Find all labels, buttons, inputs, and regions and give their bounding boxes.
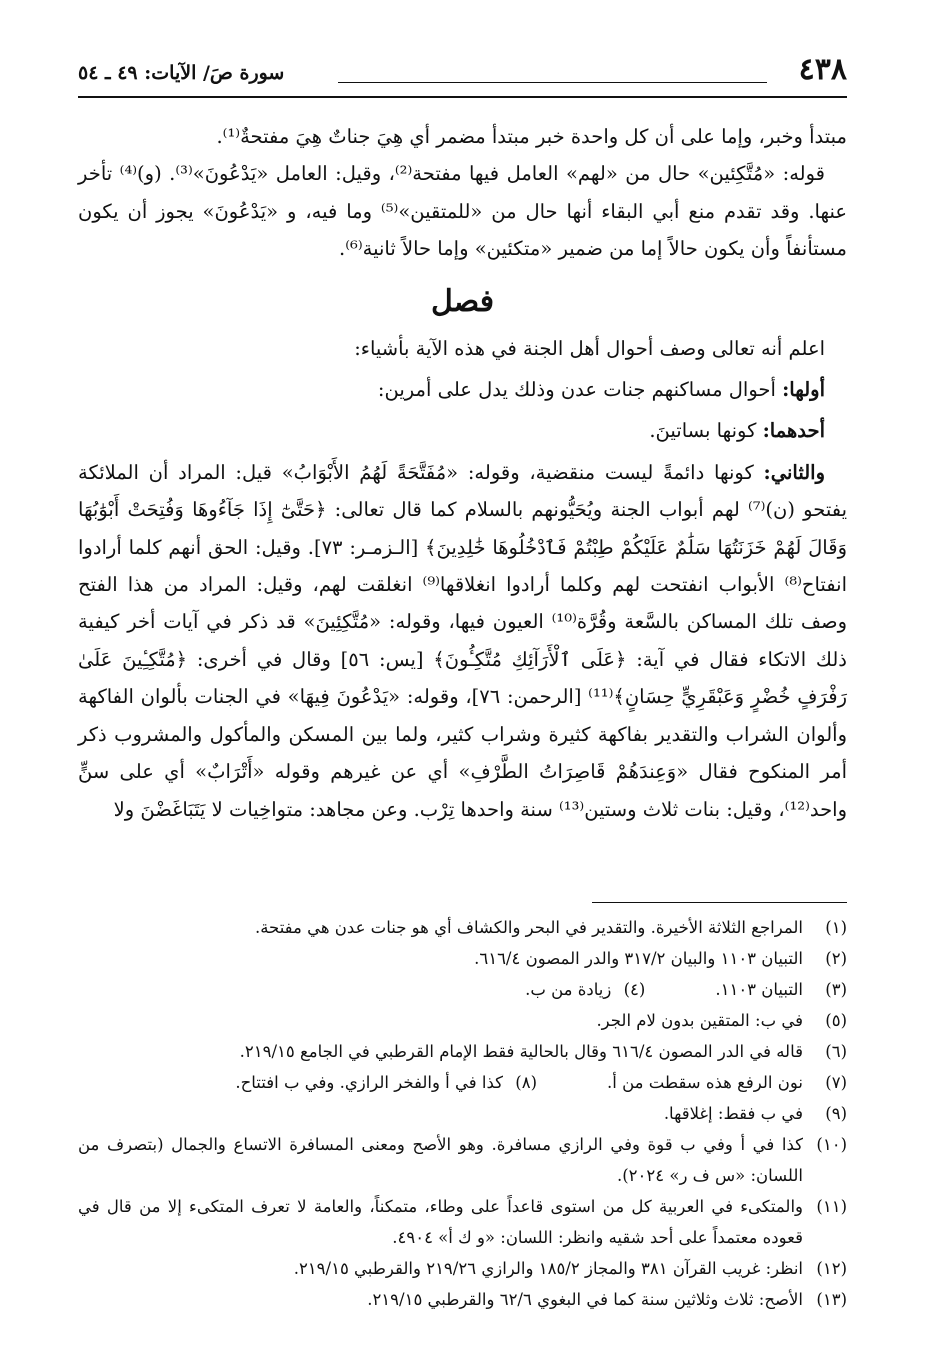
footnote-text: المراجع الثلاثة الأخيرة. والتقدير في البحر والكشاف أي هو جنات عدن هي مفتحة. — [254, 918, 803, 937]
footnote-text: التبيان ١١٠٣ والبيان ٣١٧/٢ والدر المصون ٦١٦/٤. — [474, 949, 803, 968]
paragraph-4-text: أحوال مساكنهم جنات عدن وذلك يدل على أمرين: — [377, 378, 783, 402]
footnote-number: (١٠) — [816, 1135, 847, 1154]
paragraph-5-text: كونها بساتينَ. — [649, 419, 763, 443]
footnote-6 — [78, 1036, 847, 1067]
footnote-text: قاله في الدر المصون ٦١٦/٤ وقال بالحالية فقط الإمام القرطبي في الجامع ٢١٩/١٥. — [239, 1042, 803, 1061]
footnote-1 — [78, 912, 847, 943]
paragraph-4 — [78, 371, 847, 408]
footnote-text: كذا في أ وفي ب قوة وفي الرازي مسافرة. وهو الأصح ومعنى المسافرة الاتساع والجمال (بتصرف من اللسان: «س ف ر» ٢٠٢٤). — [78, 1135, 803, 1185]
footnote-text: كذا في أ والفخر الرازي. وفي ب افتتاح. — [235, 1073, 503, 1092]
header-rule — [338, 82, 767, 83]
footnote-9 — [78, 1098, 847, 1129]
footnote-text: في ب فقط: إغلاقها. — [663, 1104, 803, 1123]
paragraph-3: اعلم أنه تعالى وصف أحوال أهل الجنة في هذه الآية بأشياء: — [354, 336, 825, 360]
footnote-number: (٨) — [515, 1073, 537, 1092]
footnote-number: (٣) — [825, 980, 847, 999]
footnote-11 — [78, 1191, 847, 1253]
footnote-number: (٦) — [825, 1042, 847, 1061]
footnotes — [78, 912, 847, 1315]
footnote-number: (٩) — [825, 1104, 847, 1123]
page-header — [78, 52, 847, 98]
footnote-3-4 — [78, 974, 847, 1005]
footnote-number: (٢) — [825, 949, 847, 968]
paragraph-4-label: أولها: — [782, 378, 825, 402]
footnote-text: في ب: المتقين بدون لام الجر. — [596, 1011, 803, 1030]
paragraph-1: مبتدأ وخبر، وإما على أن كل واحدة خبر مبتدأ مضمر أي هِيَ جناتٌ هِيَ مفتحةٌ⁽¹⁾. — [216, 125, 847, 148]
footnote-text: نون الرفع هذه سقطت من أ. — [607, 1073, 803, 1092]
paragraph-5-label: أحدهما: — [762, 419, 825, 443]
paragraph-6-label: والثاني: — [763, 460, 825, 484]
footnote-5 — [78, 1005, 847, 1036]
page-number: ٤٣٨ — [798, 52, 847, 87]
footnote-number: (٥) — [825, 1011, 847, 1030]
footnote-gap — [645, 974, 715, 1005]
footnote-number: (١٢) — [816, 1259, 847, 1278]
footnote-2 — [78, 943, 847, 974]
main-text — [78, 118, 847, 828]
footnote-number: (١) — [825, 918, 847, 937]
footnote-text: والمتكىء في العربية كل من استوى قاعداً على وطاء، متمكناً، والعامة لا تعرف المتكىء إلا من قال في قعوده معتمداً على أحد شقيه وانظر: اللسان: «و ك أ» ٤٩٠٤. — [78, 1197, 803, 1247]
footnote-10 — [78, 1129, 847, 1191]
footnote-7-8 — [78, 1067, 847, 1098]
footnote-text: الأصح: ثلاث وثلاثين سنة كما في البغوي ٦٢/٦ والقرطبي ٢١٩/١٥. — [367, 1290, 803, 1309]
footnote-gap — [537, 1067, 607, 1098]
footnote-text: زيادة من ب. — [525, 980, 612, 999]
footnote-number: (١١) — [816, 1197, 847, 1216]
paragraph-6-text: كونها دائمةً ليست منقضية، وقوله: «مُفَتَّحَةً لَهُمُ الأَبْوَابُ» قيل: المراد أن الملائكة يفتحو (ن)⁽⁷⁾ لهم أبواب الجنة ويُحَيُّونهم بالسلام كما قال تعالى: ﴿حَتَّىٰٓ إِذَا جَآءُوهَا وَفُتِحَتْ أَبْوَٰبُهَا وَقَالَ لَهُمْ خَزَنَتُهَا سَلَٰمٌ عَلَيْكُمْ طِبْتُمْ فَٱدْخُلُوهَا خَٰلِدِينَ﴾ [الـزمـر: ٧٣]. وقيل: الحق أنهم كلما أرادوا انفتاح⁽⁸⁾ الأبواب انفتحت لهم وكلما أرادوا انغلاقها⁽⁹⁾ انغلقت لهم، وقيل: المراد من هذا الفتح وصف تلك المساكن بالسَّعة وقُرَّة⁽¹⁰⁾ العيون فيها، وقوله: «مُتَّكِئِينَ» قد ذكر في آيات أخر كيفية ذلك الاتكاء فقال في آية: ﴿عَلَى ٱلْأَرَآئِكِ مُتَّكِـُٔونَ﴾ [يس: ٥٦] وقال في أخرى: ﴿مُتَّكِـِٔينَ عَلَىٰ رَفْرَفٍ خُضْرٍ وَعَبْقَرِيٍّ حِسَانٍ﴾⁽¹¹⁾ [الرحمن: ٧٦]، وقوله: «يَدْعُونَ فِيهَا» في الجنات بألوان الفاكهة وألوان الشراب والتقدير بفاكهة كثيرة وشراب كثير، ولما بين المسكن والمأكول والمشروب ذكر أمر المنكوح فقال «وَعِندَهُمْ قَاصِرَاتُ الطَّرْفِ» أي عن غيرهم وقوله «أَتْرَابٌ» أي على سنٍّ واحد⁽¹²⁾، وقيل: بنات ثلاث وستين⁽¹³⁾ سنة واحدها تِرْب. وعن مجاهد: متواخِيات لا يَتَبَاغَضْنَ ولا — [78, 460, 848, 821]
footnote-12 — [78, 1253, 847, 1284]
paragraph-5 — [78, 412, 847, 449]
footnote-text: انظر: غريب القرآن ٣٨١ والمجاز ١٨٥/٢ والرازي ٢١٩/٢٦ والقرطبي ٢١٩/١٥. — [293, 1259, 803, 1278]
footnote-13 — [78, 1284, 847, 1315]
running-title: سورة صَ/ الآيات: ٤٩ ـ ٥٤ — [78, 62, 285, 84]
footnote-number: (٧) — [825, 1073, 847, 1092]
footnote-number: (٤) — [623, 980, 646, 999]
paragraph-2: قوله: «مُتَّكِئين» حال من «لهم» العامل فيها مفتحة⁽²⁾، وقيل: العامل «يَدْعُونَ»⁽³⁾. (و)⁽⁴⁾ تأخر عنها. وقد تقدم منع أبي البقاء أنها حال من «للمتقين»⁽⁵⁾ وما فيه، و «يَدْعُونَ» يجوز أن يكون مستأنفاً وأن يكون حالاً إما من ضمير «متكئين» وإما حالاً ثانية⁽⁶⁾. — [78, 162, 847, 261]
footnote-rule — [592, 902, 847, 903]
section-heading: فصل — [430, 283, 495, 319]
footnote-number: (١٣) — [816, 1290, 847, 1309]
paragraph-6 — [78, 454, 847, 828]
footnote-text: التبيان ١١٠٣. — [715, 980, 803, 999]
